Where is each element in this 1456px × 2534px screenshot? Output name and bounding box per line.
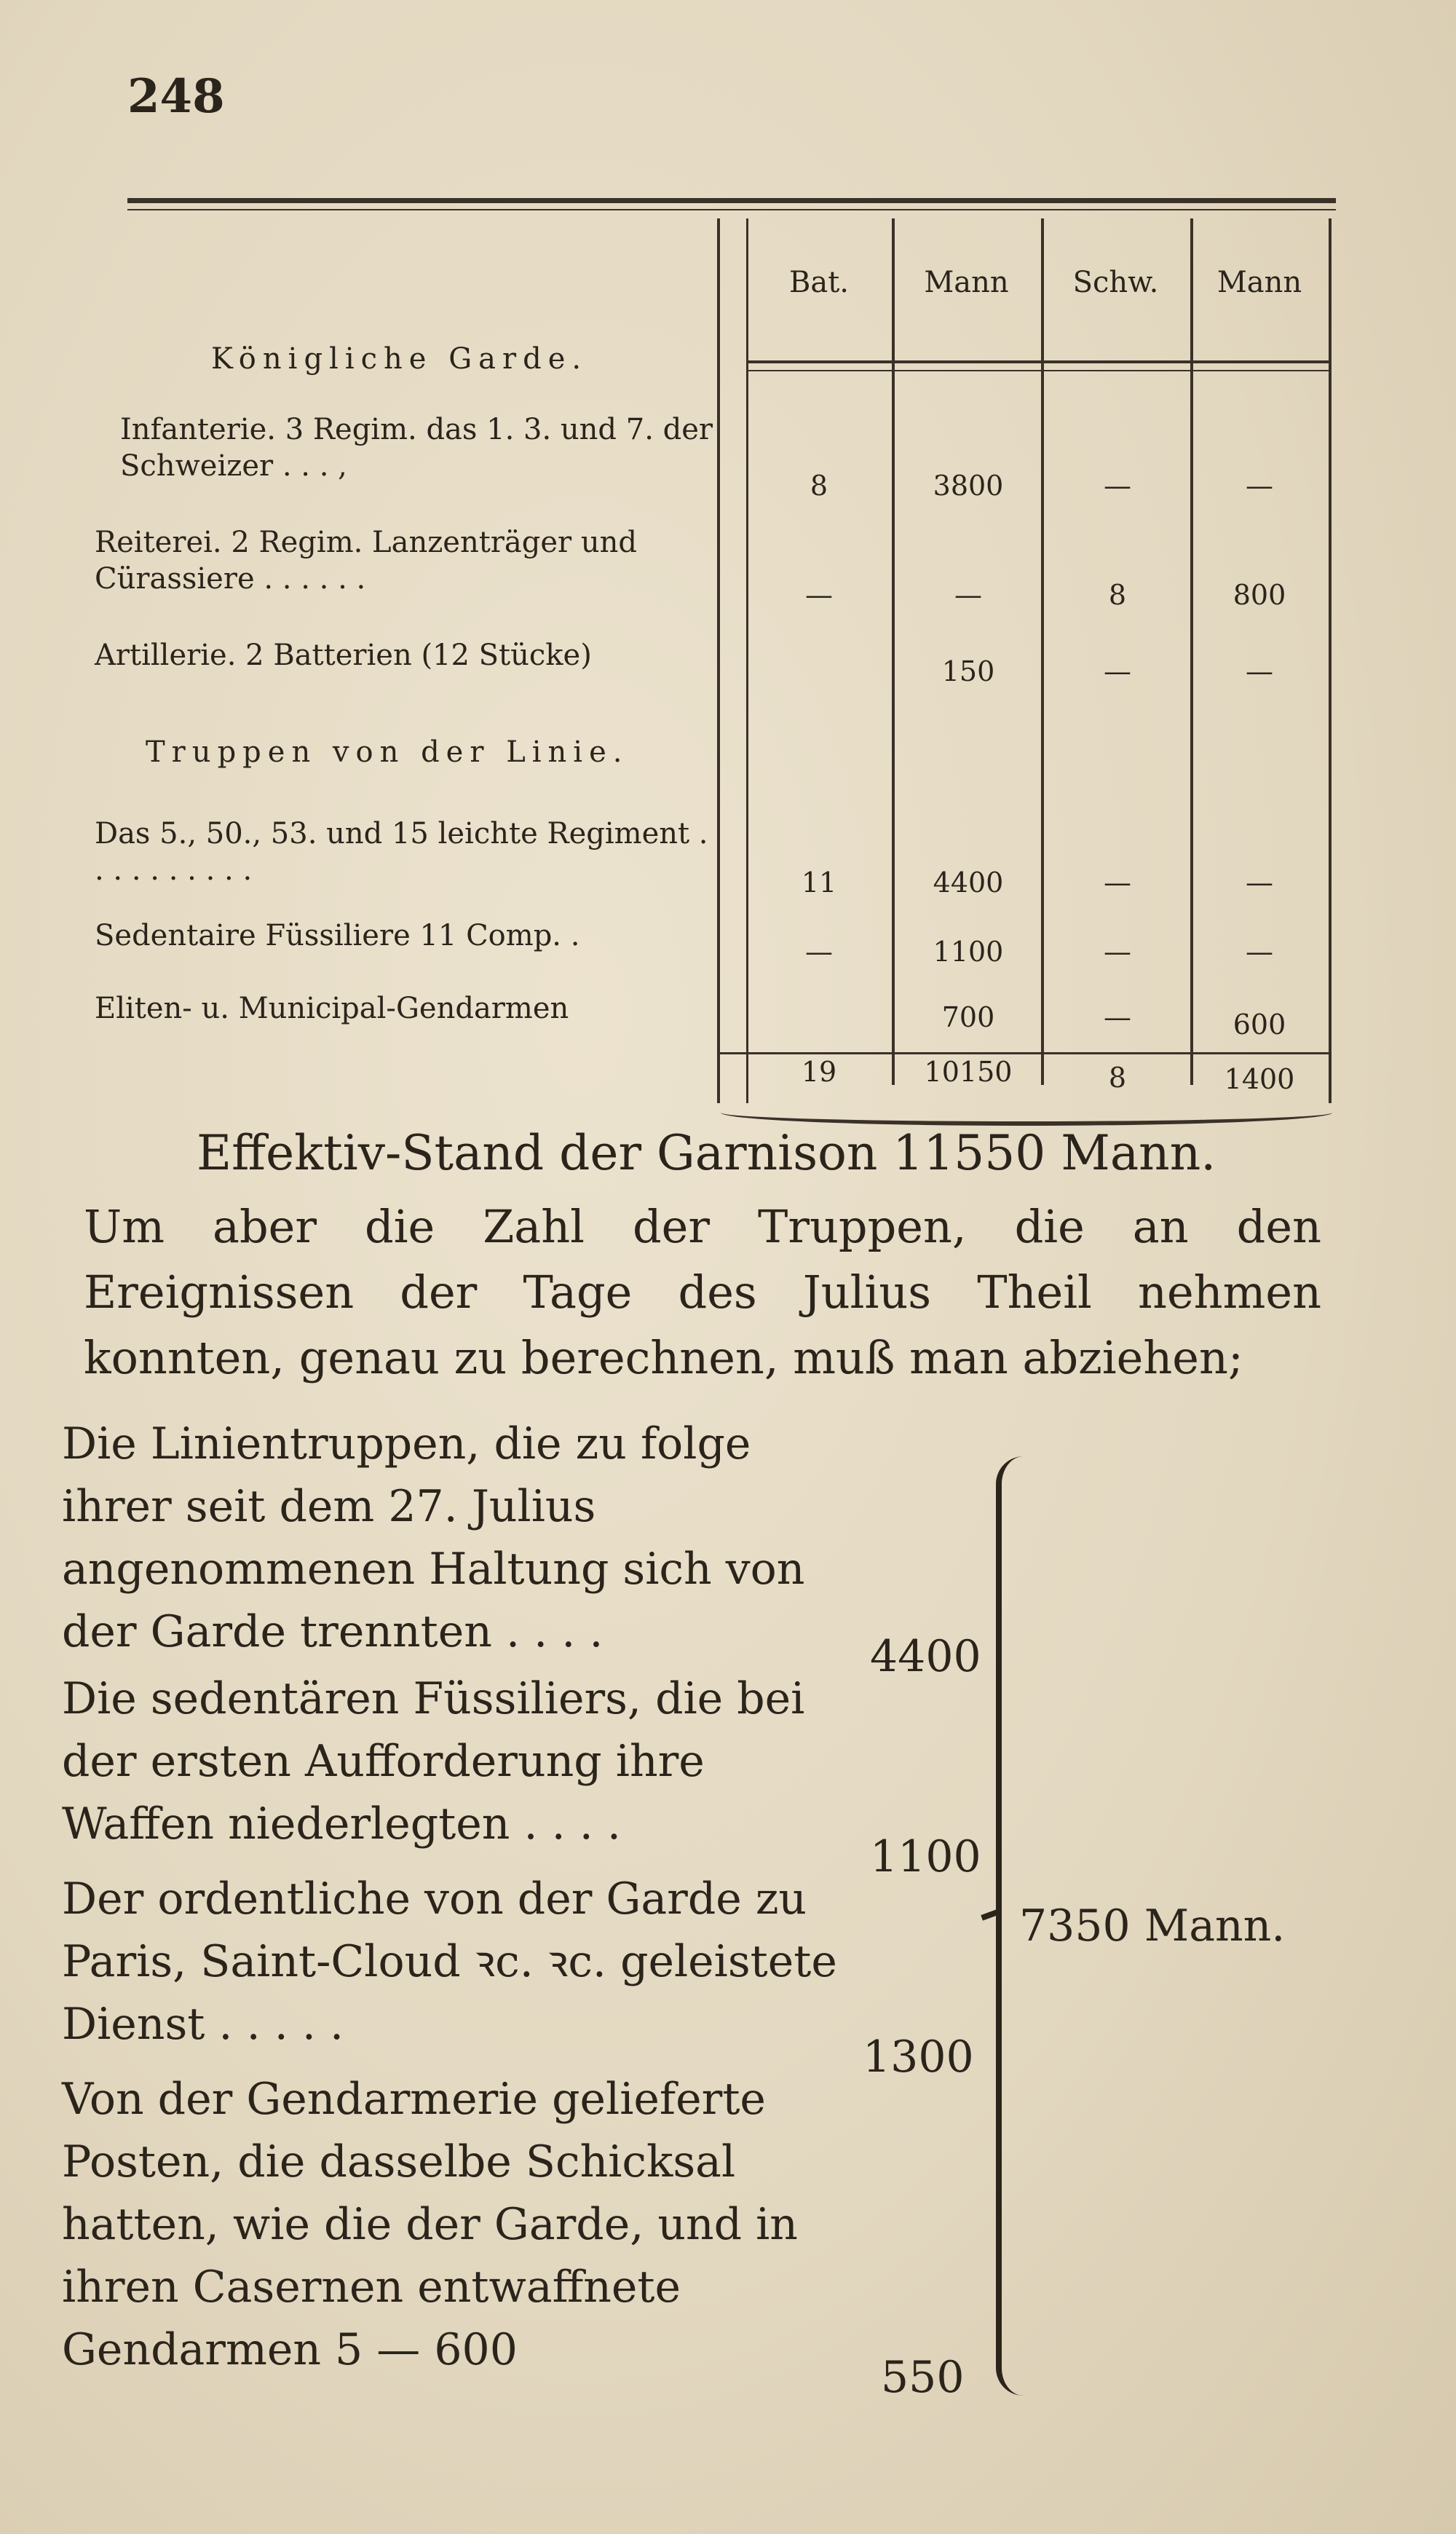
row-label-sedentaire: Sedentaire Füssiliere 11 Comp. . <box>95 919 580 952</box>
total-schw: 8 <box>1108 1062 1127 1094</box>
row-label-gendarmen: Eliten- u. Municipal-Gendarmen <box>95 992 569 1025</box>
cell-r4-bat: — <box>805 936 833 968</box>
header-mann2: Mann <box>1216 266 1302 299</box>
cell-r0-mann: 3800 <box>933 470 1004 502</box>
cell-r0-mann2: — <box>1246 470 1273 502</box>
cell-r0-schw: — <box>1104 470 1131 502</box>
cell-r2-mann2: — <box>1246 655 1273 687</box>
cell-r3-schw: — <box>1104 867 1131 899</box>
section-line-heading: Truppen von der Linie. <box>146 735 629 769</box>
cell-r3-mann: 4400 <box>933 867 1004 899</box>
total-mann2: 1400 <box>1224 1063 1295 1095</box>
value-fuessiliers: 1100 <box>870 1831 981 1882</box>
row-label-reiterei: Reiterei. 2 Regim. Lanzenträger und Cürassiere . . . . . . <box>95 526 638 596</box>
cell-r5-schw: — <box>1104 1001 1131 1033</box>
header-bat: Bat. <box>788 266 850 299</box>
cell-r1-bat: — <box>805 579 833 611</box>
cell-r1-schw: 8 <box>1108 579 1127 611</box>
cell-r4-mann: 1100 <box>933 936 1004 968</box>
cell-r5-mann: 700 <box>941 1001 995 1033</box>
item-linientruppen: Die Linientruppen, die zu folge ihrer seit dem 27. Julius angenommenen Haltung sich von der Garde trennten . . . . <box>62 1418 805 1657</box>
table-grid <box>717 218 1340 1103</box>
item-fuessiliers: Die sedentären Füssiliers, die bei der ersten Aufforderung ihre Waffen niederlegten . . . . <box>62 1673 805 1850</box>
item-dienst: Der ordentliche von der Garde zu Paris, Saint-Cloud ꝛc. ꝛc. geleistete Dienst . . . . . <box>62 1874 837 2050</box>
table-bottom-brace <box>721 1100 1332 1126</box>
item-gendarmerie: Von der Gendarmerie gelieferte Posten, die dasselbe Schicksal hatten, wie die der Garde, und in ihren Casernen entwaffnete Gendarmen 5 — 600 <box>62 2074 798 2375</box>
row-label-regiment: Das 5., 50., 53. und 15 leichte Regiment . . . . . . . . . . <box>95 817 708 887</box>
value-gendarmerie: 550 <box>881 2352 965 2403</box>
cell-r1-mann2: 800 <box>1233 579 1286 611</box>
cell-r4-mann2: — <box>1246 936 1273 968</box>
page-number: 248 <box>127 69 225 124</box>
cell-r3-mann2: — <box>1246 867 1273 899</box>
total-deduction: 7350 Mann. <box>1019 1900 1286 1951</box>
cell-r5-mann2: 600 <box>1233 1009 1286 1041</box>
value-linientruppen: 4400 <box>870 1631 981 1682</box>
cell-r2-mann: 150 <box>941 655 995 687</box>
row-label-artillerie: Artillerie. 2 Batterien (12 Stücke) <box>95 639 592 672</box>
intro-paragraph: Um aber die Zahl der Truppen, die an den Ereignissen der Tage des Julius Theil nehmen konnten, genau zu berechnen, muß man abziehen; <box>84 1200 1321 1384</box>
cell-r4-schw: — <box>1104 936 1131 968</box>
header-mann: Mann <box>924 266 1009 299</box>
value-dienst: 1300 <box>863 2032 974 2083</box>
cell-r2-schw: — <box>1104 655 1131 687</box>
total-mann: 10150 <box>924 1056 1013 1088</box>
header-schw: Schw. <box>1072 266 1159 299</box>
row-label-infanterie: Infanterie. 3 Regim. das 1. 3. und 7. der Schweizer . . . , <box>120 413 713 483</box>
effektiv-stand: Effektiv-Stand der Garnison 11550 Mann. <box>197 1125 1216 1181</box>
cell-r1-mann: — <box>954 579 982 611</box>
section-guard-heading: Königliche Garde. <box>211 342 588 376</box>
total-bat: 19 <box>801 1056 837 1088</box>
cell-r0-bat: 8 <box>810 470 828 502</box>
top-rule <box>127 198 1336 203</box>
top-rule-thin <box>127 209 1336 210</box>
cell-r3-bat: 11 <box>801 867 837 899</box>
